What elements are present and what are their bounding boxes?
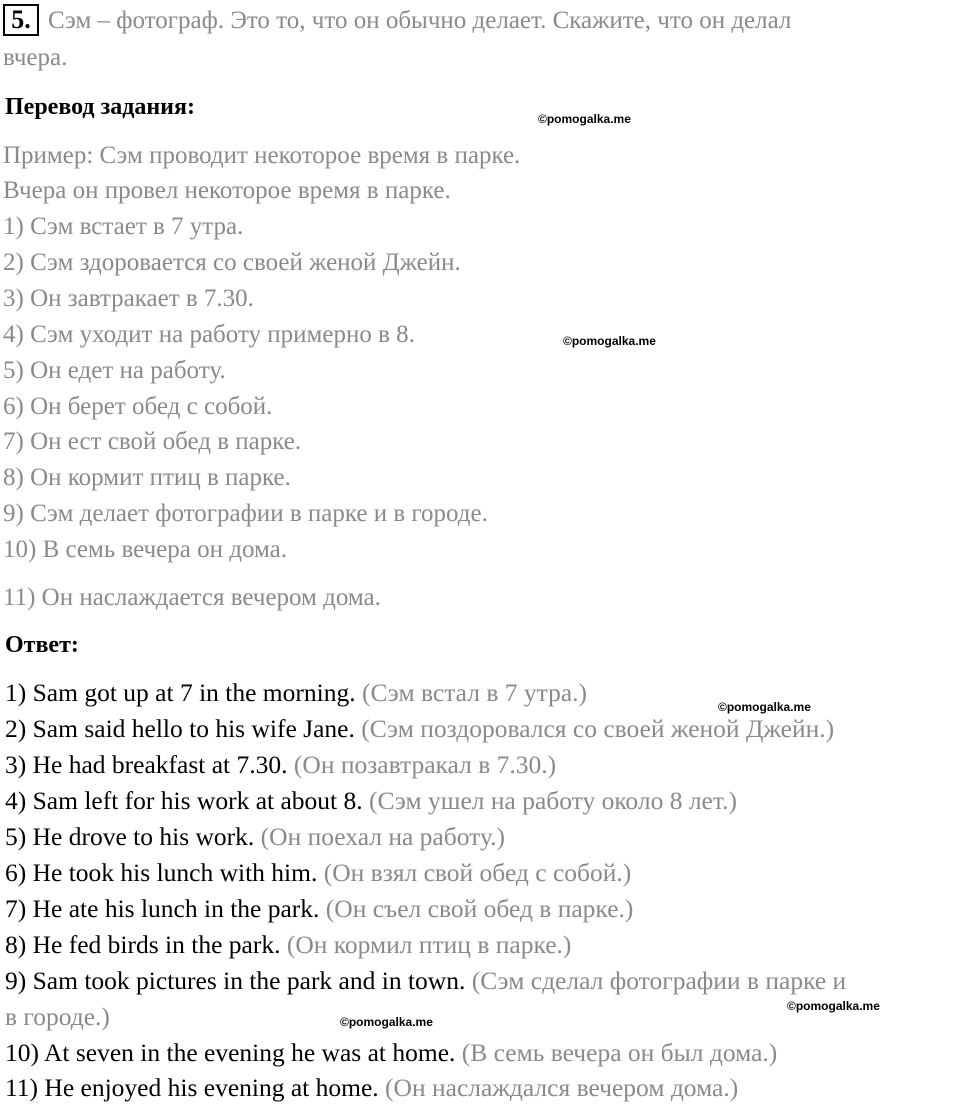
watermark: ©pomogalka.me: [340, 1015, 433, 1029]
translation-item: 6) Он берет обед с собой.: [3, 393, 273, 420]
task-text-line1: Сэм – фотограф. Это то, что он обычно делает. Скажите, что он делал: [48, 7, 792, 34]
watermark: ©pomogalka.me: [718, 700, 811, 714]
answer-en: 6) He took his lunch with him.: [5, 858, 318, 887]
answer-ru: (В семь вечера он был дома.): [461, 1038, 778, 1067]
answer-item: [5, 786, 737, 816]
answer-en: 9) Sam took pictures in the park and in town.: [5, 966, 466, 995]
answer-item: [5, 678, 587, 708]
translation-item: 5) Он едет на работу.: [3, 357, 226, 384]
answer-item: [5, 822, 505, 852]
translation-item: 2) Сэм здоровается со своей женой Джейн.: [3, 249, 461, 276]
task-text-line2: вчера.: [3, 44, 68, 71]
answer-item: [5, 858, 631, 888]
task-number: 5.: [3, 4, 39, 36]
answer-en: 2) Sam said hello to his wife Jane.: [5, 714, 355, 743]
answer-ru: (Он поехал на работу.): [260, 822, 506, 851]
answer-en: 10) At seven in the evening he was at home.: [5, 1038, 456, 1067]
answer-ru: (Сэм поздоровался со своей женой Джейн.): [361, 714, 835, 743]
watermark: ©pomogalka.me: [787, 999, 880, 1013]
answer-en: 11) He enjoyed his evening at home.: [5, 1073, 379, 1102]
answer-ru: в городе.): [5, 1002, 110, 1031]
translation-heading: Перевод задания:: [5, 94, 195, 120]
answer-ru: (Сэм встал в 7 утра.): [361, 678, 587, 707]
example-line2: Вчера он провел некоторое время в парке.: [3, 177, 451, 204]
answer-en: 4) Sam left for his work at about 8.: [5, 786, 363, 815]
answer-item: [5, 750, 556, 780]
translation-item: 10) В семь вечера он дома.: [3, 536, 287, 563]
translation-item: 1) Сэм встает в 7 утра.: [3, 213, 244, 240]
answer-ru: (Он взял свой обед с собой.): [323, 858, 632, 887]
answer-en: 7) He ate his lunch in the park.: [5, 894, 320, 923]
answer-ru: (Сэм сделал фотографии в парке и: [471, 966, 847, 995]
answer-en: 8) He fed birds in the park.: [5, 930, 281, 959]
answer-item-continuation: [5, 1002, 110, 1032]
translation-item: 7) Он ест свой обед в парке.: [3, 428, 302, 455]
answer-item: [5, 714, 834, 744]
answer-item: [5, 1073, 738, 1103]
answer-ru: (Он позавтракал в 7.30.): [293, 750, 557, 779]
answer-ru: (Он съел свой обед в парке.): [325, 894, 634, 923]
answer-ru: (Он наслаждался вечером дома.): [385, 1073, 739, 1102]
answer-ru: (Он кормил птиц в парке.): [286, 930, 572, 959]
answer-ru: (Сэм ушел на работу около 8 лет.): [369, 786, 737, 815]
answer-en: 5) He drove to his work.: [5, 822, 255, 851]
watermark: ©pomogalka.me: [538, 112, 631, 126]
answer-item: [5, 894, 633, 924]
translation-item: 9) Сэм делает фотографии в парке и в городе.: [3, 500, 488, 527]
example-line1: Пример: Сэм проводит некоторое время в парке.: [3, 142, 521, 169]
translation-item: 4) Сэм уходит на работу примерно в 8.: [3, 321, 415, 348]
answer-item: [5, 1038, 777, 1068]
answer-heading: Ответ:: [5, 632, 79, 658]
translation-item: 3) Он завтракает в 7.30.: [3, 285, 254, 312]
translation-item: 11) Он наслаждается вечером дома.: [3, 584, 381, 611]
answer-item: [5, 930, 571, 960]
watermark: ©pomogalka.me: [563, 334, 656, 348]
answer-item: [5, 966, 846, 996]
translation-item: 8) Он кормит птиц в парке.: [3, 464, 291, 491]
answer-en: 1) Sam got up at 7 in the morning.: [5, 678, 356, 707]
answer-en: 3) He had breakfast at 7.30.: [5, 750, 288, 779]
